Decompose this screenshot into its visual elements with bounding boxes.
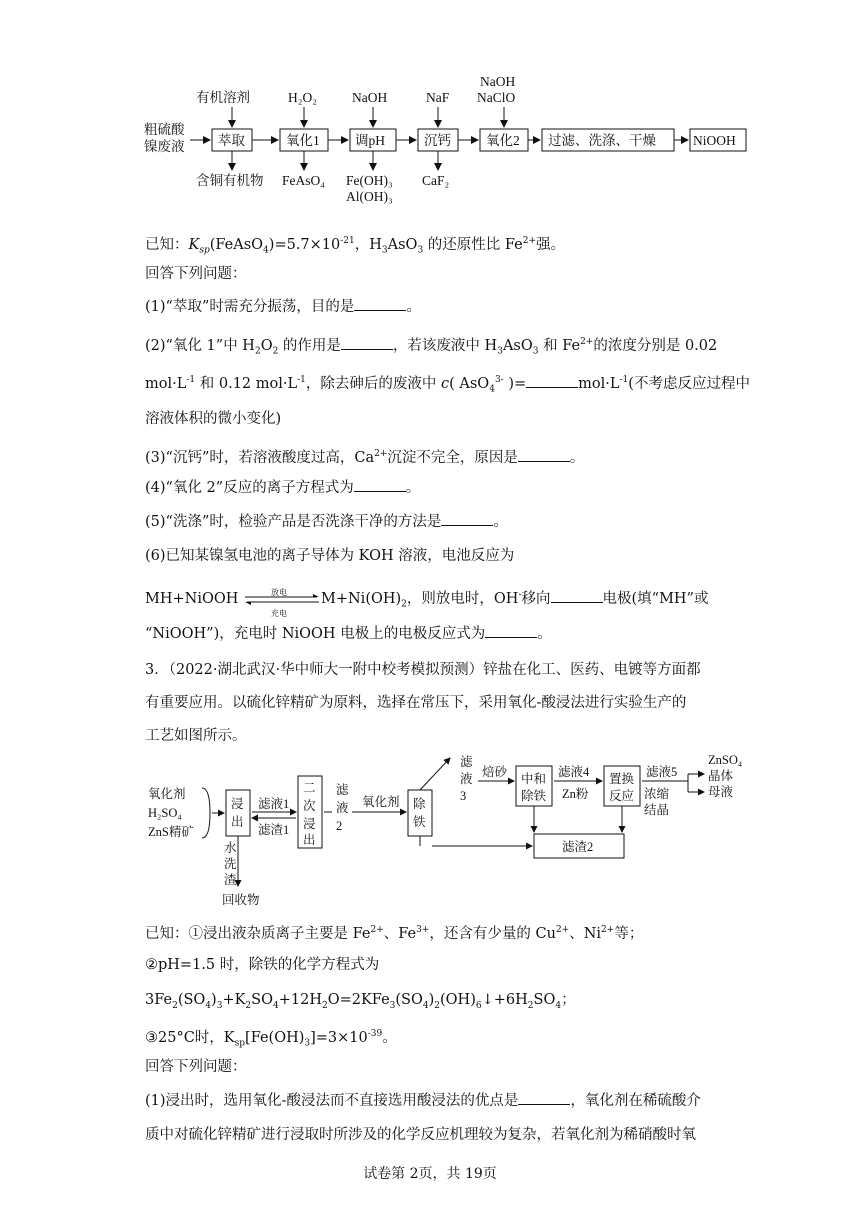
svg-text:二: 二: [303, 781, 316, 795]
label-filtrate4: 滤液4: [558, 765, 590, 779]
svg-text:洗: 洗: [224, 857, 237, 871]
answer-blank[interactable]: [354, 479, 406, 492]
q3-heading-1: 3．（2022·湖北武汉·华中师大一附中校考模拟预测）锌盐在化工、医药、电镀等方面都: [145, 662, 701, 678]
answer-blank[interactable]: [518, 449, 570, 462]
svg-text:渣: 渣: [224, 873, 237, 887]
answer-blank[interactable]: [518, 1092, 570, 1105]
label-concentrate-2: 结晶: [644, 803, 670, 817]
label-crystal: 晶体: [708, 769, 734, 783]
answer-intro-1: 回答下列问题：: [145, 266, 247, 282]
svg-text:置换: 置换: [609, 772, 635, 786]
svg-text:ZnS精矿: ZnS精矿: [148, 825, 194, 839]
flowchart-nickel: [140, 72, 760, 212]
reagent-naf: NaF: [426, 90, 450, 105]
output-feaso4: FeAsO₄: [282, 173, 325, 188]
q3-part1: (1)浸出时，选用氧化-酸浸法而不直接选用酸浸法的优点是 ，氧化剂在稀硫酸介: [145, 1093, 701, 1109]
svg-text:浸: 浸: [303, 817, 316, 831]
svg-text:调pH: 调pH: [355, 133, 385, 148]
reagent-naoh-2: NaOH: [480, 74, 516, 89]
label-residue1: 滤渣1: [258, 823, 290, 837]
svg-text:萃取: 萃取: [218, 133, 245, 148]
svg-text:3: 3: [460, 789, 467, 803]
label-recover: 回收物: [222, 893, 260, 907]
reagent-naclo: NaClO: [477, 90, 516, 105]
svg-text:2: 2: [336, 819, 343, 833]
svg-text:中和: 中和: [521, 772, 547, 786]
q3-known-1: 已知：①浸出液杂质离子主要是 $Fe^{2+}$、$Fe^{3+}$，还含有少量的 $Cu^{2+}$、$Ni^{2+}$等；: [145, 925, 644, 942]
svg-text:除: 除: [413, 797, 426, 811]
label-concentrate-1: 浓缩: [644, 787, 670, 801]
svg-text:除铁: 除铁: [521, 789, 547, 803]
known-ksp: 已知：$K_{sp}(FeAsO_4)=5.7\times 10^{-21}$，$H_3AsO_3$ 的还原性比 $Fe^{2+}$强。: [145, 236, 566, 256]
answer-blank[interactable]: [341, 337, 393, 350]
output-aloh3: Al(OH)₃: [346, 189, 393, 204]
svg-text:滤: 滤: [336, 783, 349, 797]
svg-text:NiOOH: NiOOH: [693, 133, 736, 148]
svg-text:反应: 反应: [609, 789, 635, 803]
reversible-arrow: 放电 充电: [243, 589, 321, 609]
svg-text:过滤、洗涤、干燥: 过滤、洗涤、干燥: [548, 133, 656, 148]
start-label-2: 镍废液: [144, 139, 185, 154]
svg-text:滤: 滤: [460, 755, 473, 769]
reagent-naoh: NaOH: [352, 90, 388, 105]
q3-known-3: $3Fe_2(SO_4)_3+K_2SO_4+12H_2O=2KFe_3(SO_4)_2(OH)_6↓+6H_2SO_4$；: [145, 992, 576, 1011]
answer-intro-2: 回答下列问题：: [145, 1059, 247, 1075]
label-filtrate1: 滤液1: [258, 797, 290, 811]
q2-part6-end: “NiOOH”)，充电时 NiOOH 电极上的电极反应式为 。: [145, 626, 552, 642]
reagent-h2o2: H₂O₂: [288, 90, 317, 105]
q2-part1: (1)“萃取”时需充分振荡，目的是 。: [145, 299, 421, 315]
q3-heading-2: 有重要应用。以硫化锌精矿为原料，选择在常压下，采用氧化-酸浸法进行实验生产的: [145, 695, 687, 711]
svg-text:次: 次: [303, 799, 316, 813]
svg-text:H₂SO₄: H₂SO₄: [148, 806, 182, 820]
q3-part1-cont: 质中对硫化锌精矿进行浸取时所涉及的化学反应机理较为复杂，若氧化剂为稀硝酸时氧: [145, 1127, 696, 1143]
svg-text:出: 出: [231, 815, 244, 829]
output-caf2: CaF₂: [422, 173, 450, 188]
q3-heading-3: 工艺如图所示。: [145, 728, 247, 744]
answer-blank[interactable]: [354, 298, 406, 311]
label-roast: 焙砂: [482, 765, 508, 779]
svg-text:氧化2: 氧化2: [486, 133, 520, 148]
q2-part2: (2)“氧化 1”中 $H_2O_2$ 的作用是 ，若该废液中 $H_3AsO_3$ 和 $Fe^{2+}$的浓度分别是 0.02: [145, 337, 718, 357]
answer-blank[interactable]: [441, 513, 493, 526]
output-feoh3: Fe(OH)₃: [346, 173, 393, 188]
q2-part4: (4)“氧化 2”反应的离子方程式为 。: [145, 480, 421, 496]
answer-blank[interactable]: [485, 625, 537, 638]
svg-text:液: 液: [336, 801, 349, 815]
output-cu-organic: 含铜有机物: [196, 173, 264, 188]
svg-text:滤渣2: 滤渣2: [562, 840, 594, 854]
q2-part6-reaction: MH+NiOOH 放电 充电 $M+Ni(OH)_2$，则放电时，OH-移向 电极(填“MH”或: [145, 587, 709, 618]
answer-blank[interactable]: [526, 375, 578, 388]
q3-known-2: ②pH=1.5 时，除铁的化学方程式为: [145, 957, 380, 973]
q2-part3: (3)“沉钙”时，若溶液酸度过高，$Ca^{2+}$沉淀不完全，原因是 。: [145, 449, 585, 466]
svg-text:出: 出: [303, 833, 316, 847]
svg-text:氧化剂: 氧化剂: [148, 787, 186, 801]
svg-text:氧化1: 氧化1: [286, 133, 320, 148]
svg-text:铁: 铁: [413, 815, 426, 829]
svg-text:沉钙: 沉钙: [424, 133, 451, 148]
q2-part5: (5)“洗涤”时，检验产品是否洗涤干净的方法是 。: [145, 514, 508, 530]
flowchart-zinc: [140, 748, 760, 908]
label-zn-powder: Zn粉: [562, 787, 589, 801]
q3-known-4: ③25°C时，$K_{sp}[Fe(OH)_3]=3\times 10^{-39}$。: [145, 1029, 397, 1049]
label-oxidant: 氧化剂: [362, 795, 400, 809]
svg-text:液: 液: [460, 772, 473, 786]
start-label-1: 粗硫酸: [144, 122, 185, 137]
q2-part6: (6)已知某镍氢电池的离子导体为 KOH 溶液，电池反应为: [145, 548, 515, 564]
q2-part2-cont: $mol\cdot L^{-1}$ 和 0.12 $mol\cdot L^{-1}$，除去砷后的废液中 c( AsO$_4^{3-}$ )= $mol\cdot L^{-1}$(不考虑反应过程中: [145, 375, 750, 395]
svg-text:浸: 浸: [231, 797, 244, 811]
q2-part2-end: 溶液体积的微小变化): [145, 411, 282, 427]
label-mother-liquor: 母液: [708, 785, 734, 799]
reagent-organic: 有机溶剂: [196, 90, 250, 105]
label-filtrate5: 滤液5: [646, 765, 678, 779]
page-footer: 试卷第 2页，共 19页: [363, 1166, 497, 1182]
label-znso4: ZnSO₄: [708, 753, 743, 767]
answer-blank[interactable]: [551, 590, 603, 603]
svg-text:水: 水: [224, 841, 237, 855]
